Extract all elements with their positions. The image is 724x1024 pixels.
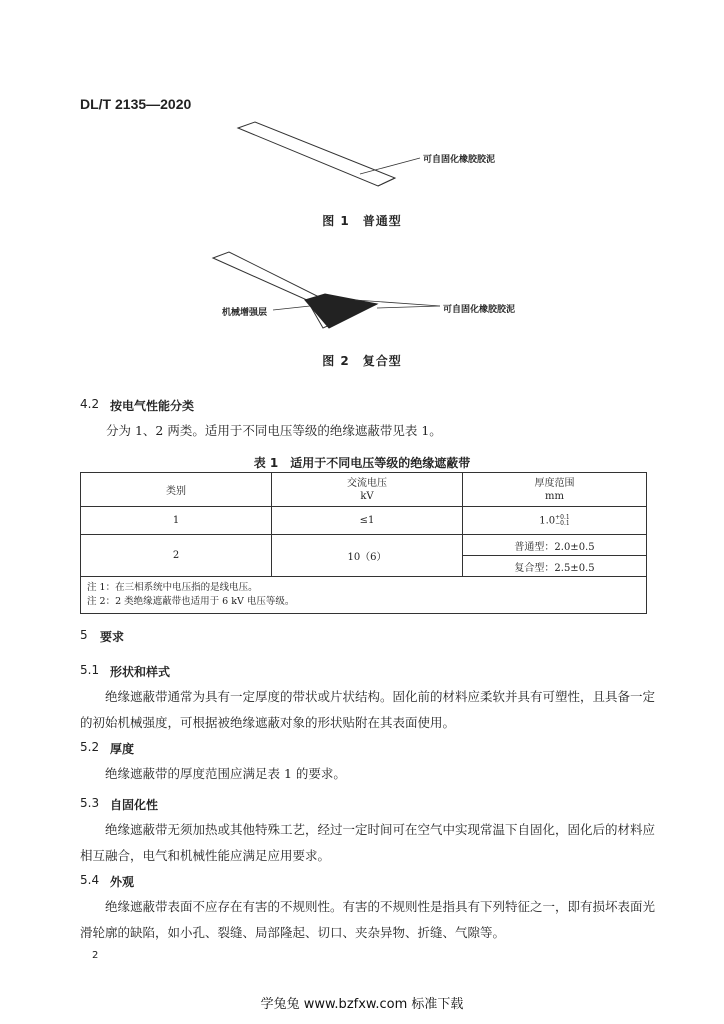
table-notes <box>81 577 647 614</box>
footer-watermark: 学兔兔 www.bzfxw.com 标准下载 <box>260 997 464 1012</box>
section-4-2-number: 4.2 <box>80 397 100 411</box>
cell-voltage: ≤1 <box>272 507 463 535</box>
section-5-2-title: 厚度 <box>110 742 135 756</box>
section-5-4-number: 5.4 <box>80 873 100 887</box>
document-code: DL/T 2135—2020 <box>80 96 192 112</box>
section-5-3-text: 绝缘遮蔽带无须加热或其他特殊工艺，经过一定时间可在空气中实现常温下自固化，固化后的材料应相互融合，电气和机械性能应满足应用要求。 <box>80 822 656 863</box>
cell-class: 1 <box>81 507 272 535</box>
cell-thickness-normal: 普通型：2.0±0.5 <box>463 535 647 556</box>
table-note-1: 注 1：在三相系统中电压指的是线电压。 <box>87 582 258 593</box>
header-class: 类别 <box>81 473 272 507</box>
table-1 <box>80 472 647 614</box>
section-5-2-number: 5.2 <box>80 740 100 754</box>
section-5-3-title: 自固化性 <box>110 798 159 812</box>
section-4-2-text: 分为 1、2 两类。适用于不同电压等级的绝缘遮蔽带见表 1。 <box>106 423 442 438</box>
leader-line <box>360 158 420 174</box>
cell-voltage: 10（6） <box>272 535 463 577</box>
figure-2-drawing <box>205 248 465 343</box>
section-5-title: 要求 <box>100 630 125 644</box>
figure-2-caption: 图 2 复合型 <box>322 354 402 368</box>
figure-1-caption: 图 1 普通型 <box>322 214 402 228</box>
section-4-2-title: 按电气性能分类 <box>110 399 195 413</box>
section-5-3-number: 5.3 <box>80 796 100 810</box>
figure-2-label-left: 机械增强层 <box>222 308 268 318</box>
figure-1-label: 可自固化橡胶胶泥 <box>423 155 496 165</box>
cell-thickness: 1.0+0.1 −0.1 <box>463 507 647 535</box>
section-5-4-title: 外观 <box>110 875 135 889</box>
table-1-title: 表 1 适用于不同电压等级的绝缘遮蔽带 <box>253 456 471 470</box>
table-notes-row <box>81 577 647 614</box>
page-number: 2 <box>92 950 99 961</box>
table-header-row <box>81 473 647 507</box>
rubber-compound <box>305 294 377 328</box>
cell-class: 2 <box>81 535 272 577</box>
section-5-number: 5 <box>80 628 88 642</box>
tape-strip <box>238 122 395 186</box>
table-row <box>81 535 647 556</box>
header-thickness: 厚度范围 mm <box>463 473 647 507</box>
header-voltage: 交流电压 kV <box>272 473 463 507</box>
section-5-1-number: 5.1 <box>80 663 100 677</box>
table-note-2: 注 2：2 类绝缘遮蔽带也适用于 6 kV 电压等级。 <box>87 596 295 607</box>
section-5-1-title: 形状和样式 <box>110 665 171 679</box>
table-row <box>81 507 647 535</box>
section-5-1-text: 绝缘遮蔽带通常为具有一定厚度的带状或片状结构。固化前的材料应柔软并具有可塑性，且具备一定的初始机械强度，可根据被绝缘遮蔽对象的形状贴附在其表面使用。 <box>80 689 656 730</box>
section-5-2-text: 绝缘遮蔽带的厚度范围应满足表 1 的要求。 <box>105 766 346 781</box>
figure-2-label-right: 可自固化橡胶胶泥 <box>443 305 516 315</box>
cell-thickness-composite: 复合型：2.5±0.5 <box>463 556 647 577</box>
section-5-4-text: 绝缘遮蔽带表面不应存在有害的不规则性。有害的不规则性是指具有下列特征之一，即有损坏表面光滑轮廓的缺陷，如小孔、裂缝、局部隆起、切口、夹杂异物、折缝、气隙等。 <box>80 899 656 940</box>
